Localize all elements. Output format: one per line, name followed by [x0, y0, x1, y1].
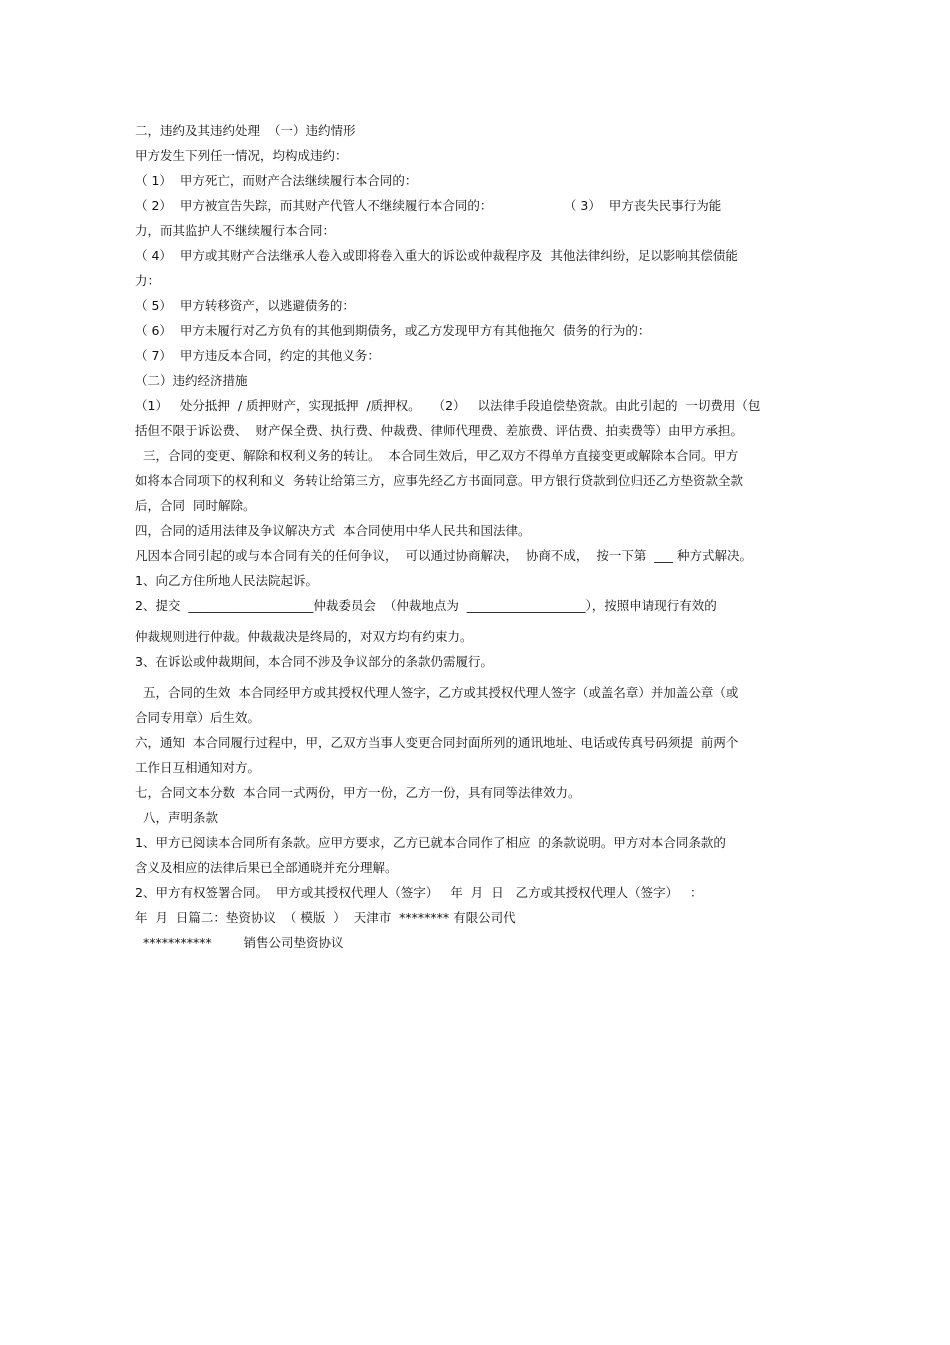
text-line: 后，合同 同时解除。 [135, 498, 256, 513]
text-line: 凡因本合同引起的或与本合同有关的任何争议， 可以通过协商解决， 协商不成， 按一下第 ___ 种方式解决。 [135, 548, 753, 563]
list-item: （ 5） 甲方转移资产，以逃避债务的： [135, 298, 355, 313]
text-line: 含义及相应的法律后果已全部通晓并充分理解。 [135, 860, 398, 875]
list-item: 3、在诉讼或仲裁期间，本合同不涉及争议部分的条款仍需履行。 [135, 654, 493, 669]
signature-line: 2、甲方有权签署合同。 甲方或其授权代理人（签字） 年 月 日 乙方或其授权代理人（签字） ： [135, 885, 703, 900]
subsection-heading: （二）违约经济措施 [135, 373, 248, 388]
list-item: （ 1） 甲方死亡，而财产合法继续履行本合同的： [135, 173, 418, 188]
section-heading-copies: 七，合同文本分数 本合同一式两份，甲方一份，乙方一份，具有同等法律效力。 [135, 785, 581, 800]
list-item: （ 7） 甲方违反本合同，约定的其他义务： [135, 348, 380, 363]
list-item: （ 4） 甲方或其财产合法继承人卷入或即将卷入重大的诉讼或仲裁程序及 其他法律纠纷，足以影响其偿债能 [135, 248, 738, 263]
text-line: 甲方发生下列任一情况，均构成违约： [135, 148, 348, 163]
text-line: 括但不限于诉讼费、 财产保全费、执行费、仲裁费、律师代理费、差旅费、评估费、拍卖费等）由甲方承担。 [135, 423, 743, 438]
list-item: 1、向乙方住所地人民法院起诉。 [135, 573, 318, 588]
section-heading-effect: 五，合同的生效 本合同经甲方或其授权代理人签字，乙方或其授权代理人签字（或盖名章）并加盖公章（或 [135, 685, 739, 700]
text-line: 仲裁规则进行仲裁。仲裁裁决是终局的，对双方均有约束力。 [135, 629, 473, 644]
list-item: （ 2） 甲方被宣告失踪，而其财产代管人不继续履行本合同的： （ 3） 甲方丧失民事行为能 [135, 198, 722, 213]
list-item: 1、甲方已阅读本合同所有条款。应甲方要求，乙方已就本合同作了相应 的条款说明。甲方对本合同条款的 [135, 835, 726, 850]
text-line: 工作日互相通知对方。 [135, 760, 261, 775]
text-line: （1） 处分抵押 / 质押财产，实现抵押 /质押权。 （2） 以法律手段追偿垫资款。由此引起的 一切费用（包 [135, 398, 761, 413]
text-line: 年 月 日篇二：垫资协议 （ 模版 ） 天津市 ******** 有限公司代 [135, 910, 516, 925]
section-heading-breach: 二，违约及其违约处理 （一）违约情形 [135, 123, 356, 138]
section-heading-law: 四，合同的适用法律及争议解决方式 本合同使用中华人民共和国法律。 [135, 523, 531, 538]
section-heading-amendment: 三，合同的变更、解除和权利义务的转让。 本合同生效后，甲乙双方不得单方直接变更或解除本合同。甲方 [135, 448, 739, 463]
text-line: 合同专用章）后生效。 [135, 710, 261, 725]
text-line: *********** 销售公司垫资协议 [135, 935, 344, 950]
list-item: （ 6） 甲方未履行对乙方负有的其他到期债务，或乙方发现甲方有其他拖欠 债务的行为的： [135, 323, 651, 338]
section-heading-declaration: 八，声明条款 [135, 810, 218, 825]
text-line: 力： [135, 273, 161, 288]
section-heading-notice: 六，通知 本合同履行过程中，甲，乙双方当事人变更合同封面所列的通讯地址、电话或传真号码须提 前两个 [135, 735, 739, 750]
list-item: 2、提交 ____________________仲裁委员会 （仲裁地点为 ___________________），按照申请现行有效的 [135, 598, 717, 613]
contract-text [135, 118, 825, 955]
text-line: 如将本合同项下的权利和义 务转让给第三方，应事先经乙方书面同意。甲方银行贷款到位归还乙方垫资款全款 [135, 473, 743, 488]
text-line: 力，而其监护人不继续履行本合同： [135, 223, 336, 238]
